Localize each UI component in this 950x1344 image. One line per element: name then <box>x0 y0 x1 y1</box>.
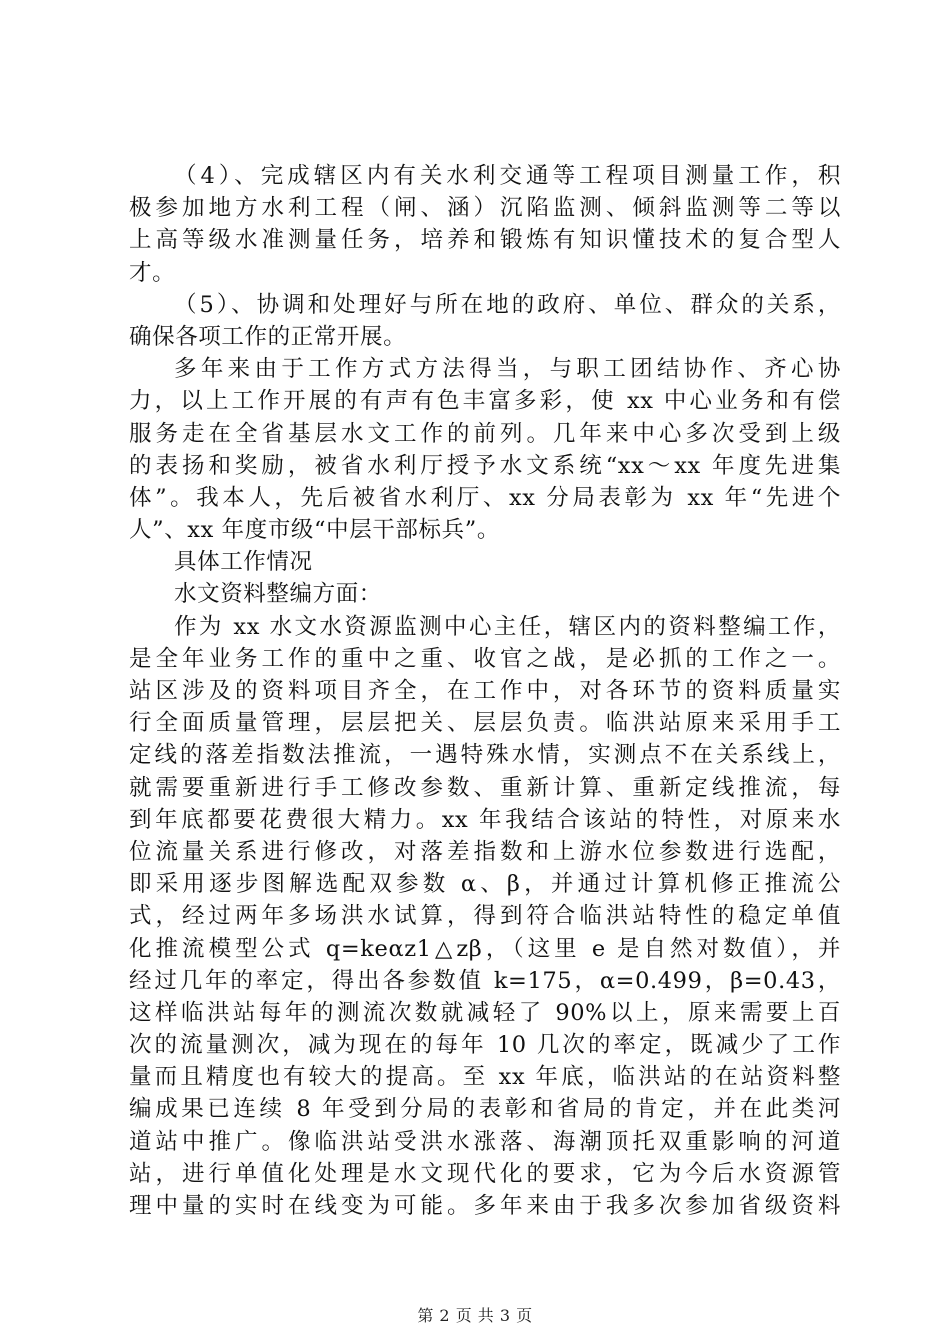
text-line: 体”。我本人，先后被省水利厅、xx 分局表彰为 xx 年“先进个 <box>129 484 841 511</box>
text-line: 道站中推广。像临洪站受洪水涨落、海潮顶托双重影响的河道 <box>129 1128 841 1155</box>
text-line: 定线的落差指数法推流，一遇特殊水情，实测点不在关系线上， <box>129 742 841 769</box>
text-line: 站，进行单值化处理是水文现代化的要求，它为今后水资源管 <box>129 1160 841 1187</box>
text-line: 式，经过两年多场洪水试算，得到符合临洪站特性的稳定单值 <box>129 903 841 930</box>
text-line: 的表扬和奖励，被省水利厅授予水文系统“xx～xx 年度先进集 <box>129 452 841 479</box>
text-line: 是全年业务工作的重中之重、收官之战，是必抓的工作之一。 <box>129 645 841 672</box>
text-line: 这样临洪站每年的测流次数就减轻了 90%以上，原来需要上百 <box>129 999 841 1026</box>
text-line: 次的流量测次，减为现在的每年 10 几次的率定，既减少了工作 <box>129 1032 841 1059</box>
text-line: 就需要重新进行手工修改参数、重新计算、重新定线推流，每 <box>129 774 841 801</box>
text-line: 即采用逐步图解选配双参数 α、β，并通过计算机修正推流公 <box>129 871 841 898</box>
text-line: 才。 <box>129 259 176 286</box>
text-line: 行全面质量管理，层层把关、层层负责。临洪站原来采用手工 <box>129 710 841 737</box>
text-line: 量而且精度也有较大的提高。至 xx 年底，临洪站的在站资料整 <box>129 1064 841 1091</box>
text-line: 人”、xx 年度市级“中层干部标兵”。 <box>129 517 500 544</box>
text-line: 化推流模型公式 q=keαz1△zβ，（这里 e 是自然对数值），并 <box>129 935 841 962</box>
page-footer: 第 2 页 共 3 页 <box>417 1306 533 1325</box>
text-line: 经过几年的率定，得出各参数值 k=175，α=0.499，β=0.43， <box>129 967 841 994</box>
text-line: （5）、协调和处理好与所在地的政府、单位、群众的关系， <box>174 291 841 318</box>
text-line: 位流量关系进行修改，对落差指数和上游水位参数进行选配， <box>129 838 841 865</box>
document-body <box>129 160 841 1222</box>
text-line: 站区涉及的资料项目齐全，在工作中，对各环节的资料质量实 <box>129 678 841 704</box>
text-line: 理中量的实时在线变为可能。多年来由于我多次参加省级资料 <box>129 1193 841 1219</box>
text-line: 到年底都要花费很大精力。xx 年我结合该站的特性，对原来水 <box>129 806 841 833</box>
text-line: 上高等级水准测量任务，培养和锻炼有知识懂技术的复合型人 <box>129 227 841 254</box>
text-line: 力，以上工作开展的有声有色丰富多彩，使 xx 中心业务和有偿 <box>129 388 841 415</box>
text-line: 作为 xx 水文水资源监测中心主任，辖区内的资料整编工作， <box>174 613 841 640</box>
text-line: （4）、完成辖区内有关水利交通等工程项目测量工作，积 <box>174 163 841 189</box>
text-line: 极参加地方水利工程（闸、涵）沉陷监测、倾斜监测等二等以 <box>129 195 841 222</box>
text-line: 具体工作情况 <box>174 549 313 576</box>
text-line: 多年来由于工作方式方法得当，与职工团结协作、齐心协 <box>174 356 841 383</box>
text-line: 服务走在全省基层水文工作的前列。几年来中心多次受到上级 <box>129 420 841 447</box>
text-line: 水文资料整编方面： <box>174 581 382 608</box>
text-line: 确保各项工作的正常开展。 <box>129 323 407 350</box>
text-line: 编成果已连续 8 年受到分局的表彰和省局的肯定，并在此类河 <box>129 1096 841 1123</box>
